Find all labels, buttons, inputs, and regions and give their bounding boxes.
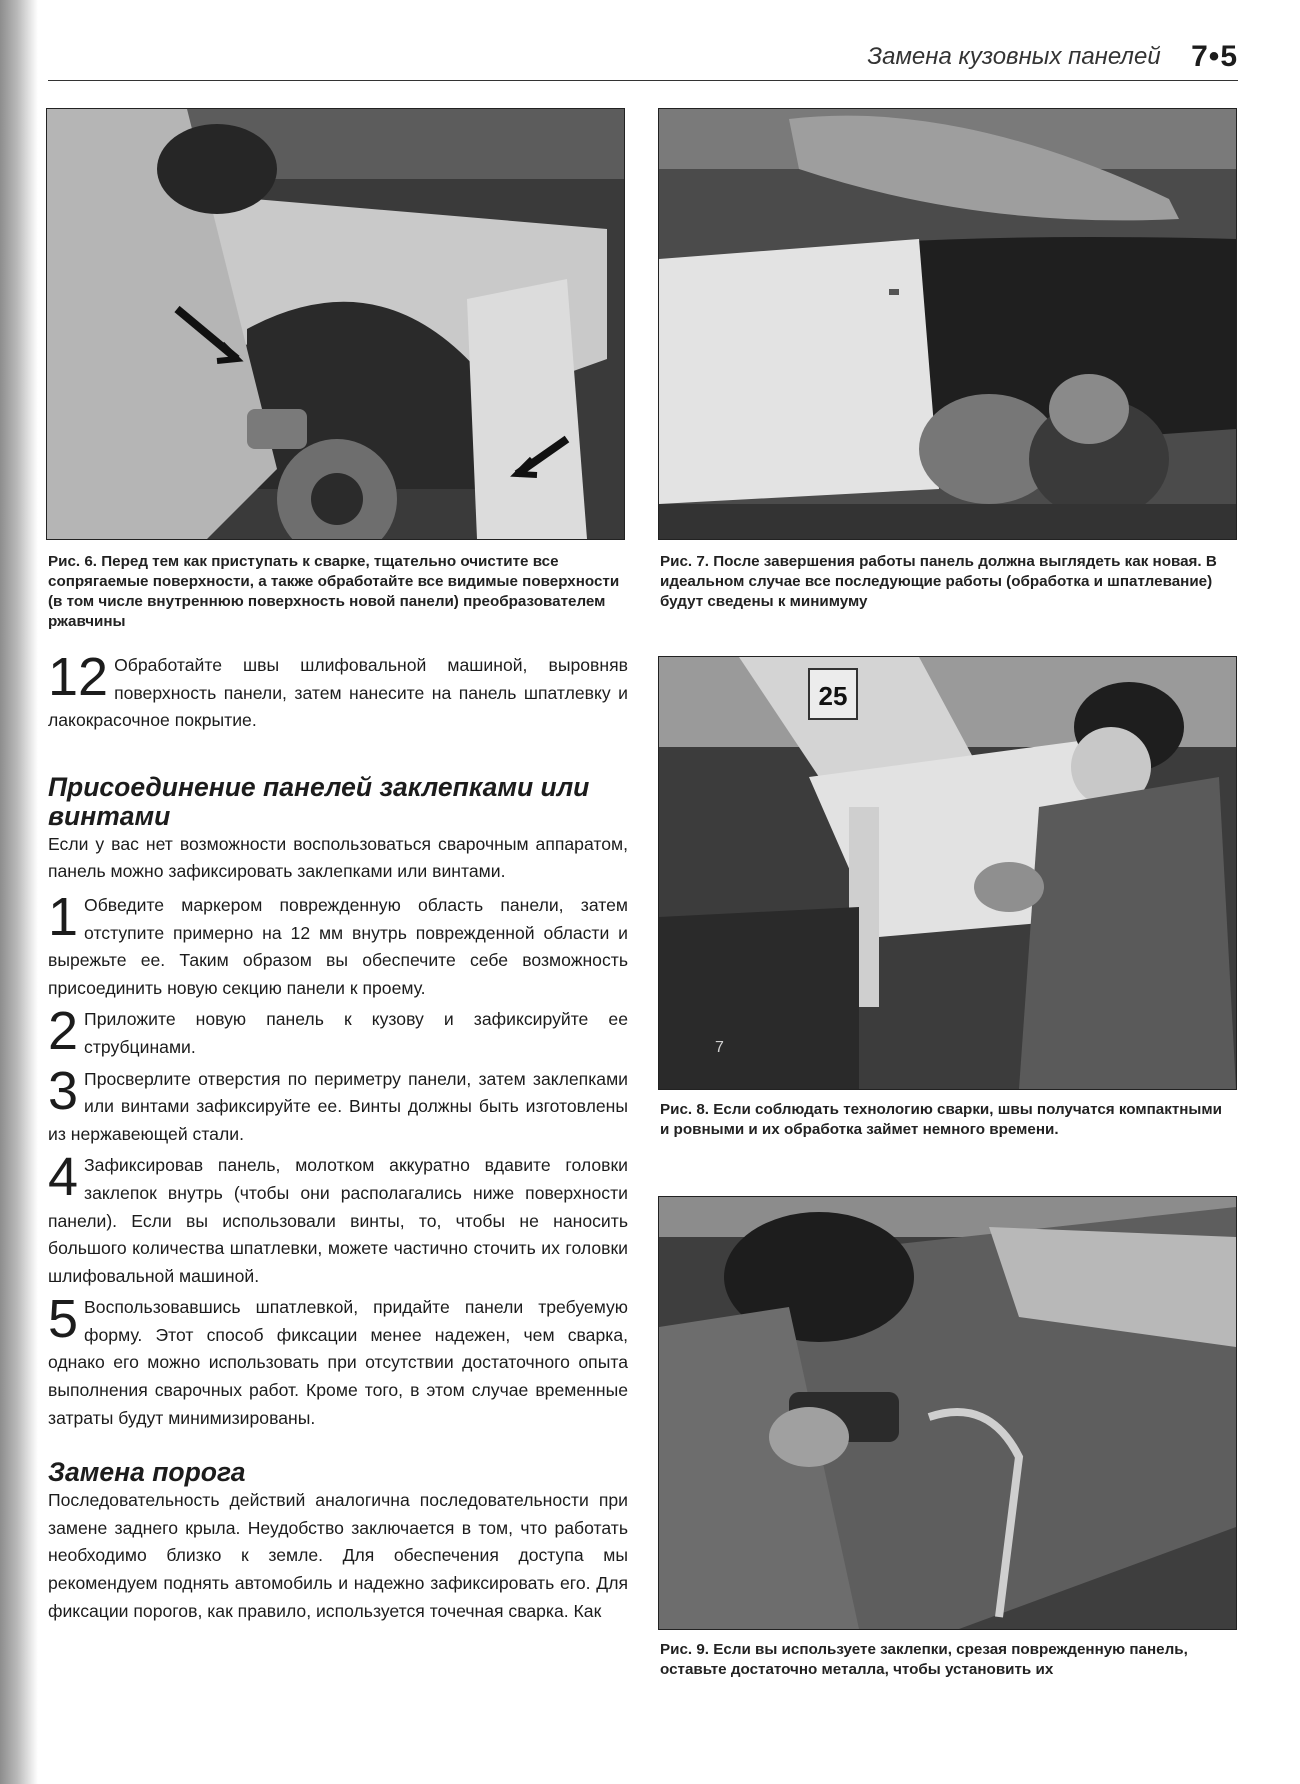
figure-7-photo <box>658 108 1237 540</box>
section-sill-text: Последовательность действий аналогична последовательности при замене заднего крыла. Неудобство заключается в том, что работать необходимо близко к земле. Для обеспечения доступа мы рекомендуем поднять автомобиль и надежно зафиксировать его. Для фиксации порогов, как правило, используется точечная сварка. Как <box>48 1490 628 1621</box>
rivet-step-2-text: Приложите новую панель к кузову и зафиксируйте ее струбцинами. <box>84 1009 628 1057</box>
figure-8-plate-label: 25 <box>818 681 848 711</box>
figure-9-illustration <box>659 1197 1236 1629</box>
rivet-step-5 <box>48 1289 628 1432</box>
figure-8-photo <box>658 656 1237 1090</box>
rivet-step-5-text: Воспользовавшись шпатлевкой, придайте панели требуемую форму. Этот способ фиксации менее надежен, чем сварка, однако его можно использовать при отсутствии достаточного опыта выполнения сварочных работ. Кроме того, в этом случае временные затраты будут минимизированы. <box>48 1297 628 1428</box>
rivet-step-4-text: Зафиксировав панель, молотком аккуратно вдавите головки заклепок внутрь (чтобы они располагались ниже поверхности панели). Если вы использовали винты, то, чтобы не наносить большого количества шпатлевки, можете частично сточить их головки шлифовальной машиной. <box>48 1155 628 1286</box>
figure-8-caption: Рис. 8. Если соблюдать технологию сварки, швы получатся компактными и ровными и их обработка займет немного времени. <box>660 1101 1222 1138</box>
rivet-step-1-number: 1 <box>48 886 79 947</box>
rivet-step-3-number: 3 <box>48 1060 79 1121</box>
figure-6-photo <box>46 108 625 540</box>
step-12-number: 12 <box>48 647 109 707</box>
figure-9-photo <box>658 1196 1237 1630</box>
figure-7-caption: Рис. 7. После завершения работы панель должна выглядеть как новая. В идеальном случае все последующие работы (обработка и шпатлевание) будут сведены к минимуму <box>660 553 1217 610</box>
figure-6-illustration <box>47 109 624 539</box>
figure-7-illustration <box>659 109 1236 539</box>
section-heading-rivets: Присоединение панелей заклепками или винтами <box>48 771 590 831</box>
rivet-step-2 <box>48 1001 628 1062</box>
figure-9-caption: Рис. 9. Если вы используете заклепки, срезая поврежденную панель, оставьте достаточно металла, чтобы установить их <box>660 1641 1188 1678</box>
figure-6-caption: Рис. 6. Перед тем как приступать к сварке, тщательно очистите все сопрягаемые поверхности, а также обработайте все видимые поверхности (в том числе внутреннюю поверхность новой панели) преобразователем ржавчины <box>48 553 620 630</box>
running-head-title: Замена кузовных панелей <box>867 43 1161 70</box>
page-gutter-shadow <box>0 0 38 1784</box>
rivet-step-4-number: 4 <box>48 1147 79 1208</box>
step-12 <box>48 647 628 735</box>
rivet-step-1-text: Обведите маркером поврежденную область панели, затем отступите примерно на 12 мм внутрь поврежденной области и вырежьте ее. Таким образом вы обеспечите себе возможность присоединить новую секцию панели к проему. <box>48 894 628 998</box>
running-head <box>40 40 1238 80</box>
left-text-column <box>48 647 628 1625</box>
rivet-step-5-number: 5 <box>48 1289 79 1350</box>
rivet-step-1 <box>48 886 628 1002</box>
page-number: 7•5 <box>1191 40 1238 73</box>
step-12-text: Обработайте швы шлифовальной машиной, выровняв поверхность панели, затем нанесите на панель шпатлевку и лакокрасочное покрытие. <box>48 655 628 731</box>
rivet-step-2-number: 2 <box>48 1001 79 1062</box>
rivet-step-4 <box>48 1147 628 1290</box>
figure-8-panel-mark: 7 <box>715 1039 724 1056</box>
rivet-step-3-text: Просверлите отверстия по периметру панели, затем заклепками или винтами зафиксируйте ее. Винты должны быть изготовлены из нержавеющей стали. <box>48 1068 628 1144</box>
header-rule <box>48 80 1238 81</box>
section-rivets-intro: Если у вас нет возможности воспользоваться сварочным аппаратом, панель можно зафиксировать заклепками или винтами. <box>48 833 628 882</box>
rivet-step-3 <box>48 1060 628 1149</box>
section-heading-sill: Замена порога <box>48 1457 246 1488</box>
figure-8-illustration <box>659 657 1236 1089</box>
